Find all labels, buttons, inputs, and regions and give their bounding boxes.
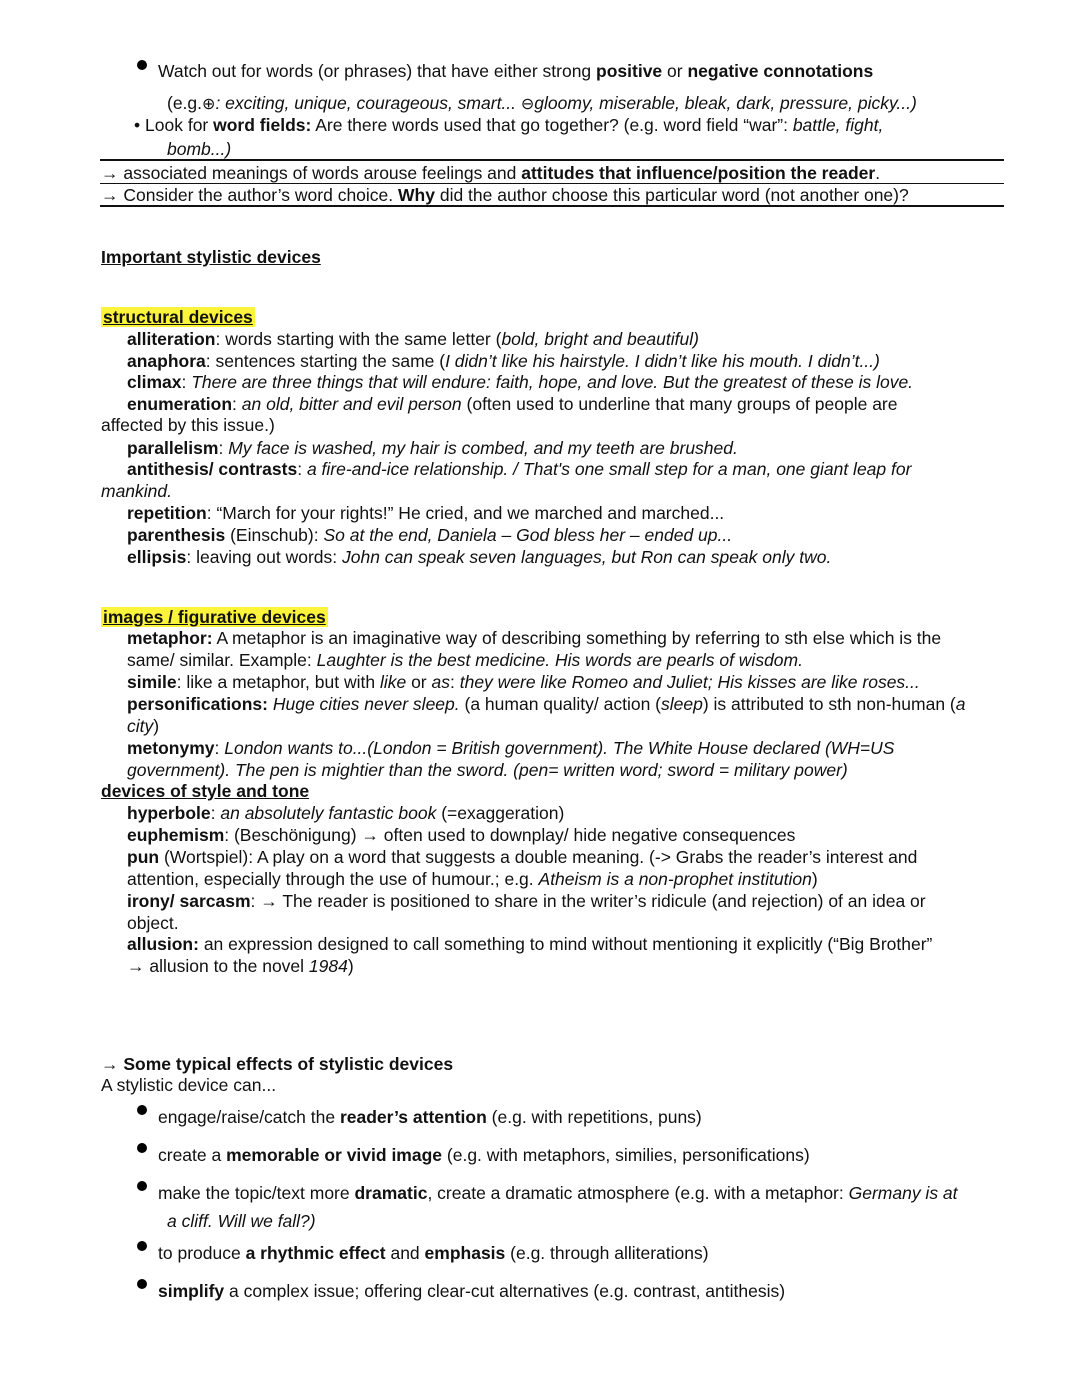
definition: ) — [347, 956, 354, 976]
definition: : → The reader is positioned to share in the writer’s ridicule (and rejection) of an idea or — [250, 891, 926, 911]
bullet-icon — [137, 1181, 147, 1191]
simile-entry — [127, 671, 920, 693]
keyword: word fields: — [213, 115, 312, 135]
divider — [100, 159, 1004, 161]
definition: : “March for your rights!” He cried, and we marched and marched... — [206, 503, 725, 523]
term: simile — [127, 672, 177, 692]
example: sleep — [661, 694, 703, 714]
pun-cont — [127, 868, 818, 890]
example: they were like Romeo and Juliet; His kisses are like roses... — [459, 672, 920, 692]
text: , create a dramatic atmosphere (e.g. with a metaphor: — [427, 1183, 849, 1203]
example: as — [431, 672, 450, 692]
highlighted-heading: images / figurative devices — [103, 607, 326, 627]
keyword: emphasis — [424, 1243, 506, 1263]
definition: : leaving out words: — [186, 547, 342, 567]
example: So at the end, Daniela – God bless her – ended up... — [323, 525, 733, 545]
definition: an expression designed to call something to mind without mentioning it explicitly (“Big Brother” — [198, 934, 933, 954]
metaphor-entry — [127, 627, 941, 649]
definition: : sentences starting the same ( — [205, 351, 446, 371]
term: antithesis/ contrasts — [127, 459, 298, 479]
example: an absolutely fantastic book — [220, 803, 437, 823]
example: city — [127, 716, 154, 736]
connotation-examples — [167, 92, 917, 116]
term: enumeration — [127, 394, 233, 414]
term: climax — [127, 372, 182, 392]
definition: ) — [811, 869, 818, 889]
text: a complex issue; offering clear-cut alternatives (e.g. contrast, antithesis) — [224, 1281, 786, 1301]
text: associated meanings of words arouse feelings and — [118, 163, 522, 183]
term: metonymy — [127, 738, 215, 758]
example: : exciting, unique, courageous, smart... — [215, 93, 517, 113]
term: repetition — [127, 503, 207, 523]
example: John can speak seven languages, but Ron can speak only two. — [341, 547, 832, 567]
example: battle, fight, — [792, 115, 884, 135]
arrow-line-1 — [101, 162, 880, 184]
connotation-line — [158, 60, 873, 82]
example: Huge cities never sleep. — [268, 694, 460, 714]
parenthesis-entry — [127, 524, 732, 546]
example: a fire-and-ice relationship. / That's one small step for a man, one giant leap for — [306, 459, 912, 479]
text: Look for — [145, 115, 214, 135]
term: hyperbole — [127, 803, 211, 823]
metaphor-cont — [127, 649, 803, 671]
text: or — [662, 61, 688, 81]
definition: : (Beschönigung) → often used to downplay/ hide negative consequences — [224, 825, 796, 845]
effects-intro: A stylistic device can... — [101, 1075, 277, 1095]
text: . — [875, 163, 881, 183]
example: Atheism is a non-prophet institution — [538, 869, 812, 889]
parallelism-entry — [127, 437, 738, 459]
arrow-right-icon: → — [101, 185, 119, 205]
text: engage/raise/catch the — [158, 1107, 340, 1127]
keyword: attitudes that influence/position the reader — [521, 163, 876, 183]
antithesis-entry — [127, 458, 911, 480]
example: Laughter is the best medicine. His words are pearls of wisdom. — [316, 650, 803, 670]
style-heading: devices of style and tone — [101, 781, 310, 801]
keyword: reader’s attention — [339, 1107, 487, 1127]
term: anaphora — [127, 351, 206, 371]
definition: ) is attributed to sth non-human ( — [702, 694, 956, 714]
definition: (Wortspiel): A play on a word that suggests a double meaning. (-> Grabs the reader’s interest and — [159, 847, 918, 867]
text: to produce — [158, 1243, 246, 1263]
definition: : — [214, 738, 225, 758]
section-heading: Important stylistic devices — [101, 247, 321, 267]
definition: : — [181, 372, 192, 392]
alliteration-entry — [127, 328, 699, 350]
bullet-icon — [137, 1241, 147, 1251]
definition: : — [210, 803, 221, 823]
anaphora-entry — [127, 350, 880, 372]
text: (e.g. with metaphors, similies, personifications) — [442, 1145, 810, 1165]
definition: (often used to underline that many groups of people are — [461, 394, 898, 414]
keyword: simplify — [158, 1281, 225, 1301]
irony-entry — [127, 890, 926, 912]
definition: : — [297, 459, 307, 479]
ellipsis-entry — [127, 546, 831, 568]
effect-item — [158, 1280, 785, 1302]
term: parallelism — [127, 438, 219, 458]
word-fields-line — [134, 114, 883, 136]
text: create a — [158, 1145, 227, 1165]
definition: : like a metaphor, but with — [176, 672, 380, 692]
example: mankind. — [101, 481, 173, 501]
example: a — [955, 694, 966, 714]
definition: → allusion to the novel — [127, 956, 309, 976]
keyword: positive — [596, 61, 663, 81]
effect-item — [158, 1106, 702, 1128]
effect-item-cont — [167, 1210, 316, 1232]
climax-entry — [127, 371, 913, 393]
example: I didn’t like his hairstyle. I didn’t like his mouth. I didn’t...) — [445, 351, 880, 371]
definition: : — [218, 438, 229, 458]
repetition-entry — [127, 502, 724, 524]
term: metaphor: — [127, 628, 213, 648]
effects-heading — [101, 1053, 453, 1075]
term: irony/ sarcasm — [127, 891, 251, 911]
keyword: dramatic — [354, 1183, 428, 1203]
bullet-icon — [137, 60, 147, 70]
images-heading — [101, 606, 328, 628]
example: like — [379, 672, 407, 692]
example: 1984 — [308, 956, 348, 976]
word-fields-cont — [167, 138, 231, 160]
allusion-entry — [127, 933, 932, 955]
personification-entry — [127, 693, 965, 715]
definition: : words starting with the same letter ( — [215, 329, 502, 349]
irony-cont: object. — [127, 913, 179, 933]
definition: or — [406, 672, 432, 692]
definition: : — [449, 672, 460, 692]
enumeration-cont: affected by this issue.) — [101, 415, 275, 435]
bullet-icon — [137, 1279, 147, 1289]
term: alliteration — [127, 329, 216, 349]
keyword: Why — [398, 185, 435, 205]
example: My face is washed, my hair is combed, and my teeth are brushed. — [228, 438, 738, 458]
metonymy-entry — [127, 737, 894, 759]
allusion-cont — [127, 955, 354, 977]
effect-item — [158, 1144, 810, 1166]
example: gloomy, miserable, bleak, dark, pressure, picky...) — [534, 93, 917, 113]
text: and — [385, 1243, 425, 1263]
bullet-icon — [137, 1143, 147, 1153]
example: bold, bright and beautiful) — [501, 329, 699, 349]
keyword: memorable or vivid image — [226, 1145, 443, 1165]
text: make the topic/text more — [158, 1183, 355, 1203]
arrow-right-icon: → — [101, 1054, 119, 1074]
metonymy-cont — [127, 759, 848, 781]
definition: same/ similar. Example: — [127, 650, 317, 670]
highlighted-heading: structural devices — [103, 307, 253, 327]
example: bomb...) — [167, 139, 232, 159]
term: ellipsis — [127, 547, 187, 567]
example: London wants to...(London = British government). The White House declared (WH=US — [224, 738, 895, 758]
example: There are three things that will endure: faith, hope, and love. But the greatest of these is love. — [191, 372, 914, 392]
definition: : — [232, 394, 242, 414]
effect-item — [158, 1182, 958, 1204]
enumeration-entry — [127, 393, 897, 415]
term: parenthesis — [127, 525, 226, 545]
text: did the author choose this particular word (not another one)? — [434, 185, 909, 205]
text: (e.g. through alliterations) — [505, 1243, 709, 1263]
text: (e.g. — [167, 93, 203, 113]
arrow-right-icon: → — [101, 163, 119, 183]
bullet-icon — [137, 1105, 147, 1115]
keyword: a rhythmic effect — [245, 1243, 386, 1263]
bullet-icon: • — [134, 115, 141, 135]
antithesis-cont — [101, 480, 172, 502]
definition: attention, especially through the use of humour.; e.g. — [127, 869, 539, 889]
text: Consider the author’s word choice. — [118, 185, 399, 205]
effect-item — [158, 1242, 709, 1264]
definition: (a human quality/ action ( — [459, 694, 661, 714]
text: Watch out for words (or phrases) that have either strong — [158, 61, 597, 81]
example: an old, bitter and evil person — [241, 394, 462, 414]
hyperbole-entry — [127, 802, 564, 824]
text: Are there words used that go together? (e.g. word field “war”: — [311, 115, 793, 135]
arrow-line-2 — [101, 184, 909, 206]
euphemism-entry — [127, 824, 795, 846]
definition: ) — [153, 716, 160, 736]
definition: A metaphor is an imaginative way of describing something by referring to sth else which is the — [212, 628, 942, 648]
minus-circle-icon: ⊖ — [520, 96, 535, 113]
personification-cont — [127, 715, 159, 737]
plus-circle-icon: ⊕ — [202, 96, 216, 113]
term: pun — [127, 847, 160, 867]
definition: (=exaggeration) — [436, 803, 565, 823]
divider — [100, 205, 1004, 207]
structural-heading — [101, 306, 255, 328]
example: government). The pen is mightier than the sword. (pen= written word; sword = military power) — [127, 760, 848, 780]
term: allusion: — [127, 934, 199, 954]
example: a cliff. Will we fall?) — [167, 1211, 316, 1231]
term: euphemism — [127, 825, 225, 845]
term: personifications: — [127, 694, 268, 714]
example: Germany is at — [848, 1183, 958, 1203]
definition: (Einschub): — [225, 525, 324, 545]
text: (e.g. with repetitions, puns) — [486, 1107, 702, 1127]
heading-text: Some typical effects of stylistic devices — [118, 1054, 454, 1074]
pun-entry — [127, 846, 917, 868]
keyword: negative connotations — [687, 61, 874, 81]
